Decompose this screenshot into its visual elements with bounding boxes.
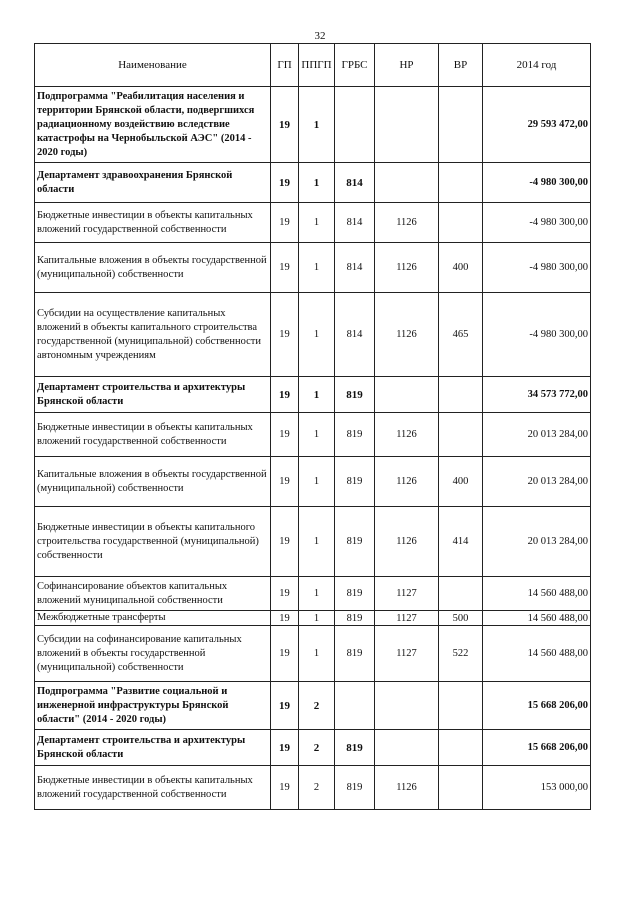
header-nr: НР	[375, 44, 439, 87]
row-amount: -4 980 300,00	[483, 163, 591, 203]
row-amount: 34 573 772,00	[483, 377, 591, 413]
row-grbs: 819	[335, 626, 375, 682]
row-name: Подпрограмма "Реабилитация населения и территории Брянской области, подвергшихся радиационному воздействию вследствие катастрофы на Чернобыльской АЭС" (2014 - 2020 годы)	[35, 87, 271, 163]
row-vr	[439, 730, 483, 766]
row-nr	[375, 163, 439, 203]
row-ppgp: 1	[299, 507, 335, 577]
row-vr	[439, 413, 483, 457]
row-vr: 522	[439, 626, 483, 682]
row-ppgp: 2	[299, 730, 335, 766]
table-row	[35, 413, 591, 457]
row-amount: 20 013 284,00	[483, 507, 591, 577]
header-name: Наименование	[35, 44, 271, 87]
row-ppgp: 1	[299, 626, 335, 682]
row-vr	[439, 766, 483, 810]
row-grbs: 814	[335, 243, 375, 293]
row-amount: 15 668 206,00	[483, 682, 591, 730]
row-vr: 465	[439, 293, 483, 377]
table-row	[35, 163, 591, 203]
row-nr	[375, 377, 439, 413]
row-amount: 29 593 472,00	[483, 87, 591, 163]
row-vr	[439, 377, 483, 413]
table-row	[35, 243, 591, 293]
table-row	[35, 682, 591, 730]
row-nr: 1126	[375, 507, 439, 577]
budget-table	[34, 43, 591, 810]
row-vr: 400	[439, 243, 483, 293]
row-name: Капитальные вложения в объекты государственной (муниципальной) собственности	[35, 457, 271, 507]
row-gp: 19	[271, 457, 299, 507]
row-grbs: 814	[335, 293, 375, 377]
row-grbs: 819	[335, 766, 375, 810]
header-row	[35, 44, 591, 87]
row-ppgp: 1	[299, 611, 335, 626]
row-name: Бюджетные инвестиции в объекты капитальных вложений государственной собственности	[35, 766, 271, 810]
table-row	[35, 577, 591, 611]
row-grbs: 819	[335, 413, 375, 457]
table-row	[35, 457, 591, 507]
row-amount: 14 560 488,00	[483, 626, 591, 682]
table-row	[35, 626, 591, 682]
row-nr: 1127	[375, 611, 439, 626]
row-nr: 1126	[375, 457, 439, 507]
row-gp: 19	[271, 611, 299, 626]
row-amount: 14 560 488,00	[483, 577, 591, 611]
row-nr: 1126	[375, 243, 439, 293]
row-grbs	[335, 87, 375, 163]
row-amount: 153 000,00	[483, 766, 591, 810]
row-grbs: 819	[335, 457, 375, 507]
row-vr	[439, 682, 483, 730]
row-ppgp: 1	[299, 577, 335, 611]
row-ppgp: 2	[299, 766, 335, 810]
row-name: Подпрограмма "Развитие социальной и инженерной инфраструктуры Брянской области" (2014 - 2020 годы)	[35, 682, 271, 730]
row-grbs	[335, 682, 375, 730]
row-name: Департамент строительства и архитектуры Брянской области	[35, 377, 271, 413]
row-nr: 1126	[375, 203, 439, 243]
row-ppgp: 1	[299, 377, 335, 413]
header-year: 2014 год	[483, 44, 591, 87]
row-ppgp: 1	[299, 413, 335, 457]
row-gp: 19	[271, 626, 299, 682]
row-gp: 19	[271, 766, 299, 810]
row-grbs: 819	[335, 730, 375, 766]
row-grbs: 819	[335, 377, 375, 413]
table-row	[35, 766, 591, 810]
row-amount: -4 980 300,00	[483, 203, 591, 243]
row-name: Департамент здравоохранения Брянской области	[35, 163, 271, 203]
row-gp: 19	[271, 203, 299, 243]
row-gp: 19	[271, 377, 299, 413]
row-nr: 1126	[375, 293, 439, 377]
row-grbs: 814	[335, 163, 375, 203]
header-grbs: ГРБС	[335, 44, 375, 87]
row-vr: 500	[439, 611, 483, 626]
row-nr	[375, 730, 439, 766]
row-grbs: 819	[335, 611, 375, 626]
row-ppgp: 1	[299, 293, 335, 377]
row-nr: 1126	[375, 766, 439, 810]
row-vr: 400	[439, 457, 483, 507]
row-grbs: 819	[335, 577, 375, 611]
row-ppgp: 1	[299, 87, 335, 163]
row-amount: 20 013 284,00	[483, 457, 591, 507]
row-nr	[375, 87, 439, 163]
row-vr	[439, 577, 483, 611]
row-gp: 19	[271, 293, 299, 377]
table-row	[35, 293, 591, 377]
row-gp: 19	[271, 507, 299, 577]
table-row	[35, 730, 591, 766]
table-row	[35, 377, 591, 413]
row-name: Бюджетные инвестиции в объекты капитальных вложений государственной собственности	[35, 413, 271, 457]
row-ppgp: 2	[299, 682, 335, 730]
row-gp: 19	[271, 163, 299, 203]
header-gp: ГП	[271, 44, 299, 87]
row-name: Субсидии на софинансирование капитальных вложений в объекты государственной (муниципальной) собственности	[35, 626, 271, 682]
row-gp: 19	[271, 243, 299, 293]
row-name: Субсидии на осуществление капитальных вложений в объекты капитального строительства государственной (муниципальной) собственности автономным учреждениям	[35, 293, 271, 377]
row-ppgp: 1	[299, 243, 335, 293]
row-gp: 19	[271, 682, 299, 730]
table-row	[35, 507, 591, 577]
row-nr	[375, 682, 439, 730]
header-ppgp: ППГП	[299, 44, 335, 87]
row-name: Бюджетные инвестиции в объекты капитального строительства государственной (муниципальной) собственности	[35, 507, 271, 577]
row-ppgp: 1	[299, 457, 335, 507]
row-grbs: 819	[335, 507, 375, 577]
page-number: 32	[314, 30, 326, 42]
row-ppgp: 1	[299, 203, 335, 243]
row-amount: -4 980 300,00	[483, 243, 591, 293]
row-amount: -4 980 300,00	[483, 293, 591, 377]
row-vr	[439, 87, 483, 163]
table-row	[35, 87, 591, 163]
row-gp: 19	[271, 413, 299, 457]
row-name: Капитальные вложения в объекты государственной (муниципальной) собственности	[35, 243, 271, 293]
row-nr: 1126	[375, 413, 439, 457]
row-name: Департамент строительства и архитектуры Брянской области	[35, 730, 271, 766]
row-gp: 19	[271, 577, 299, 611]
row-amount: 14 560 488,00	[483, 611, 591, 626]
row-gp: 19	[271, 87, 299, 163]
row-vr: 414	[439, 507, 483, 577]
table-row	[35, 611, 591, 626]
row-name: Межбюджетные трансферты	[35, 611, 271, 626]
row-grbs: 814	[335, 203, 375, 243]
row-nr: 1127	[375, 577, 439, 611]
row-name: Софинансирование объектов капитальных вложений муниципальной собственности	[35, 577, 271, 611]
row-gp: 19	[271, 730, 299, 766]
row-amount: 15 668 206,00	[483, 730, 591, 766]
row-ppgp: 1	[299, 163, 335, 203]
row-vr	[439, 163, 483, 203]
row-amount: 20 013 284,00	[483, 413, 591, 457]
row-nr: 1127	[375, 626, 439, 682]
header-vr: ВР	[439, 44, 483, 87]
row-name: Бюджетные инвестиции в объекты капитальных вложений государственной собственности	[35, 203, 271, 243]
row-vr	[439, 203, 483, 243]
table-row	[35, 203, 591, 243]
